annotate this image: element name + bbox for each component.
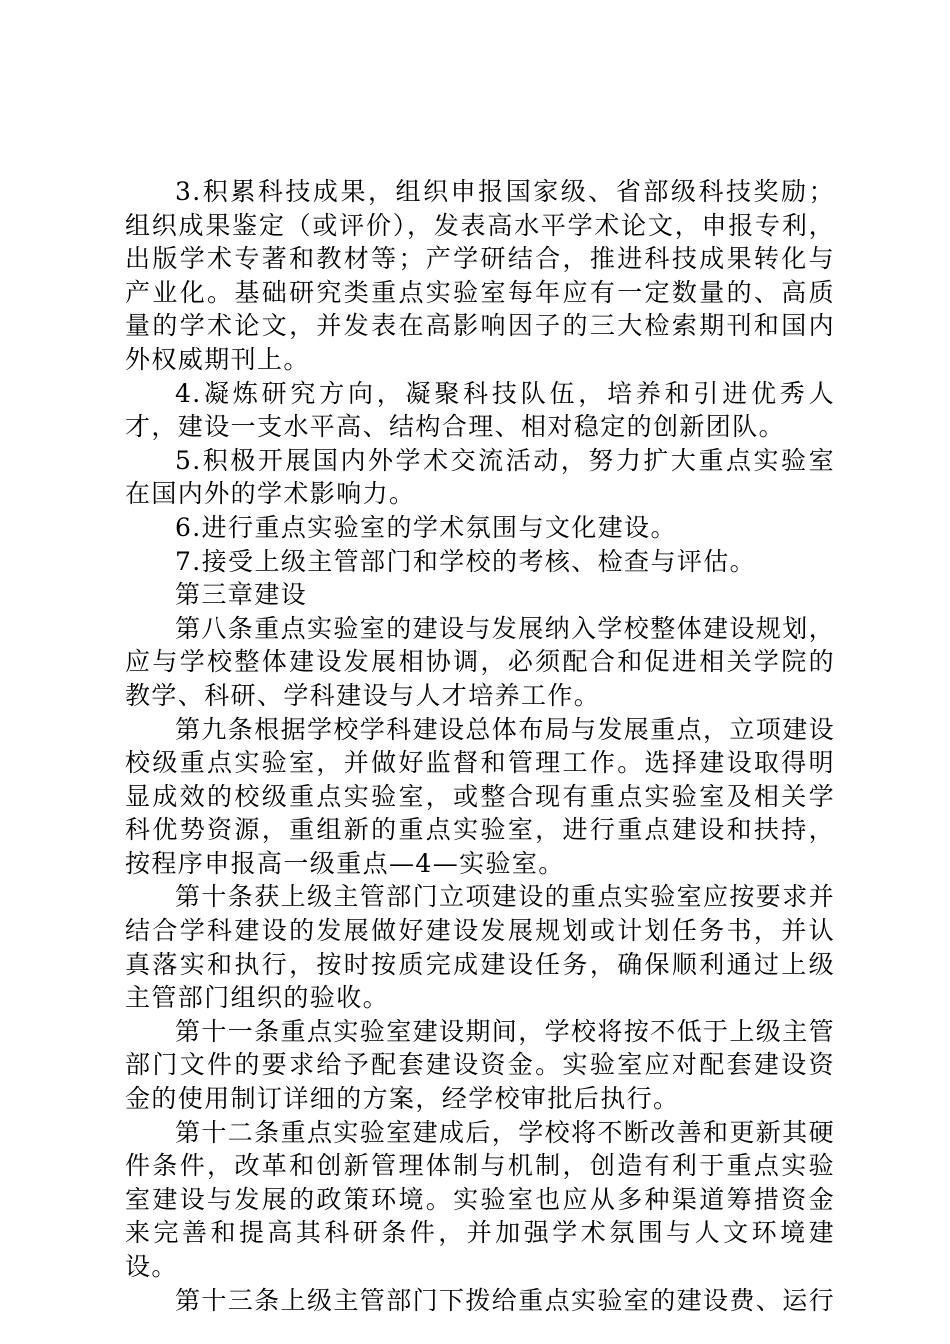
paragraph-item-4: 4.凝炼研究方向，凝聚科技队伍，培养和引进优秀人才，建设一支水平高、结构合理、相对稳定的创新团队。 [125,378,835,442]
article-13: 第十三条上级主管部门下拨给重点实验室的建设费、运行 [175,1285,836,1315]
paragraph-item-7: 7.接受上级主管部门和学校的考核、检查与评估。 [175,546,757,576]
article-9: 第九条根据学校学科建设总体布局与发展重点，立项建设校级重点实验室，并做好监督和管理工作。选择建设取得明显成效的校级重点实验室，或整合现有重点实验室及相关学科优势资源，重组新的重点实验室，进行重点建设和扶持，按程序申报高一级重点—4—实验室。 [125,714,836,878]
chapter-heading: 第三章建设 [175,580,308,610]
article-10: 第十条获上级主管部门立项建设的重点实验室应按要求并结合学科建设的发展做好建设发展规划或计划任务书，并认真落实和执行，按时按质完成建设任务，确保顺利通过上级主管部门组织的验收。 [125,882,836,1013]
paragraph-item-6: 6.进行重点实验室的学术氛围与文化建设。 [175,512,677,542]
paragraph-item-5: 5.积极开展国内外学术交流活动，努力扩大重点实验室在国内外的学术影响力。 [125,445,835,509]
article-8: 第八条重点实验室的建设与发展纳入学校整体建设规划，应与学校整体建设发展相协调，必须配合和促进相关学院的教学、科研、学科建设与人才培养工作。 [125,613,836,710]
document-body [125,175,835,1317]
article-12: 第十二条重点实验室建成后，学校将不断改善和更新其硬件条件，改革和创新管理体制与机制，创造有利于重点实验室建设与发展的政策环境。实验室也应从多种渠道筹措资金来完善和提高其科研条件，并加强学术氛围与人文环境建设。 [125,1117,836,1281]
paragraph-item-3: 3.积累科技成果，组织申报国家级、省部级科技奖励；组织成果鉴定（或评价），发表高水平学术论文，申报专利，出版学术专著和教材等；产学研结合，推进科技成果转化与产业化。基础研究类重点实验室每年应有一定数量的、高质量的学术论文，并发表在高影响因子的三大检索期刊和国内外权威期刊上。 [125,177,835,374]
article-11: 第十一条重点实验室建设期间，学校将按不低于上级主管部门文件的要求给予配套建设资金。实验室应对配套建设资金的使用制订详细的方案，经学校审批后执行。 [125,1016,836,1114]
